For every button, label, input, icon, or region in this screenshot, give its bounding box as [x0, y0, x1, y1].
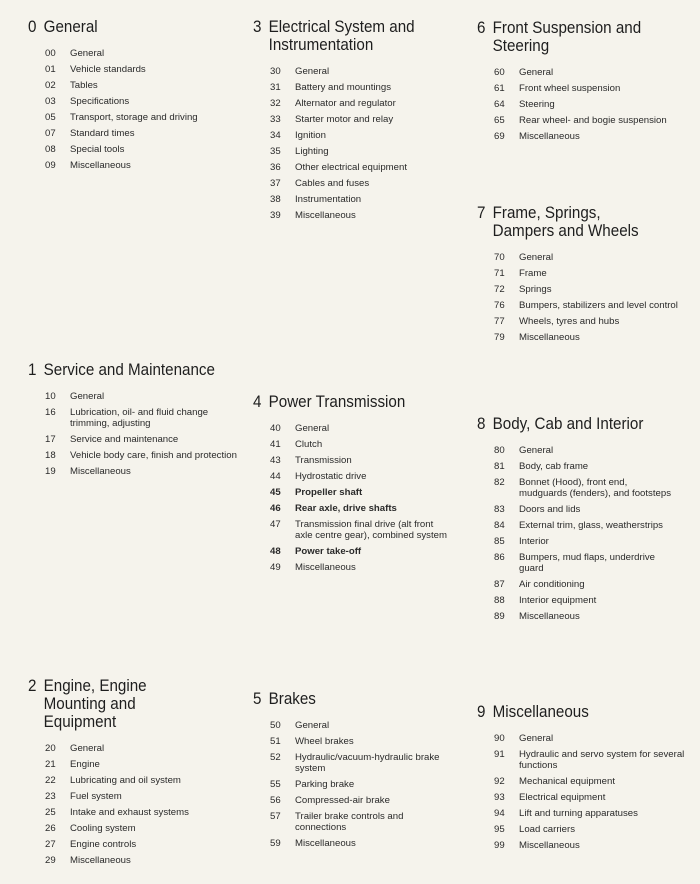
- list-item: [494, 552, 677, 574]
- item-label: General: [519, 445, 554, 456]
- item-code: 43: [270, 455, 281, 466]
- item-code: 47: [270, 519, 281, 530]
- item-code: 56: [270, 795, 281, 806]
- item-label: Lubrication, oil- and fluid change trimming, adjusting: [70, 407, 209, 429]
- item-label: Transmission final drive (alt front axle centre gear), combined system: [295, 519, 447, 541]
- section-number: 9: [477, 703, 486, 721]
- item-label: Miscellaneous: [70, 160, 131, 171]
- list-item: [45, 855, 223, 866]
- item-label: Miscellaneous: [295, 838, 356, 849]
- item-code: 09: [45, 160, 56, 171]
- list-item: [270, 178, 448, 189]
- item-label: Clutch: [295, 439, 323, 450]
- item-code: 21: [45, 759, 56, 770]
- item-code: 94: [494, 808, 505, 819]
- item-label: Wheels, tyres and hubs: [519, 316, 620, 327]
- list-item: [45, 48, 228, 59]
- item-label: Vehicle standards: [70, 64, 146, 75]
- section-title: [477, 19, 678, 55]
- list-item: [45, 466, 238, 477]
- item-label: Interior equipment: [519, 595, 597, 606]
- list-item: [270, 720, 448, 731]
- section-5-brakes: [253, 690, 448, 854]
- item-code: 86: [494, 552, 505, 563]
- section-9-miscellaneous: [477, 703, 685, 856]
- item-code: 40: [270, 423, 281, 434]
- item-label: Special tools: [70, 144, 125, 155]
- list-item: [494, 461, 677, 472]
- section-4-power-transmission: [253, 393, 448, 578]
- item-code: 60: [494, 67, 505, 78]
- item-code: 55: [270, 779, 281, 790]
- item-label: Intake and exhaust systems: [70, 807, 189, 818]
- item-code: 65: [494, 115, 505, 126]
- item-code: 99: [494, 840, 505, 851]
- item-label: Parking brake: [295, 779, 355, 790]
- item-code: 87: [494, 579, 505, 590]
- item-code: 41: [270, 439, 281, 450]
- item-code: 83: [494, 504, 505, 515]
- item-label: Vehicle body care, finish and protection: [70, 450, 237, 461]
- item-code: 10: [45, 391, 56, 402]
- item-label: General: [295, 720, 330, 731]
- list-item: [494, 504, 677, 515]
- section-title: [477, 415, 661, 433]
- item-label: Miscellaneous: [519, 611, 580, 622]
- list-item: [45, 743, 223, 754]
- item-list: [253, 423, 448, 573]
- item-label: Miscellaneous: [519, 840, 580, 851]
- list-item: [270, 423, 448, 434]
- item-code: 52: [270, 752, 281, 763]
- list-item: [494, 776, 685, 787]
- list-item: [494, 115, 695, 126]
- item-code: 16: [45, 407, 56, 418]
- item-label: Compressed-air brake: [295, 795, 390, 806]
- section-heading: Service and Maintenance: [43, 361, 215, 379]
- item-label: Doors and lids: [519, 504, 581, 515]
- item-list: [28, 391, 238, 477]
- item-code: 23: [45, 791, 56, 802]
- item-label: General: [519, 67, 554, 78]
- section-3-electrical: [253, 18, 448, 226]
- item-label: Rear axle, drive shafts: [295, 503, 397, 514]
- item-code: 72: [494, 284, 505, 295]
- item-label: Miscellaneous: [70, 466, 131, 477]
- list-item: [270, 114, 448, 125]
- list-item: [270, 162, 448, 173]
- item-label: General: [70, 48, 105, 59]
- item-code: 76: [494, 300, 505, 311]
- section-number: 6: [477, 19, 486, 37]
- list-item: [270, 487, 448, 498]
- section-number: 2: [28, 677, 37, 695]
- list-item: [45, 64, 228, 75]
- list-item: [270, 546, 448, 557]
- list-item: [494, 824, 685, 835]
- item-label: Specifications: [70, 96, 130, 107]
- item-label: Hydraulic and servo system for several functions: [519, 749, 685, 771]
- item-label: Body, cab frame: [519, 461, 589, 472]
- list-item: [45, 839, 223, 850]
- list-item: [494, 67, 695, 78]
- section-title: [253, 690, 432, 708]
- item-code: 49: [270, 562, 281, 573]
- item-label: Engine controls: [70, 839, 137, 850]
- item-label: General: [519, 252, 554, 263]
- item-label: Other electrical equipment: [295, 162, 407, 173]
- item-code: 03: [45, 96, 56, 107]
- item-list: [477, 733, 685, 851]
- list-item: [494, 445, 677, 456]
- list-item: [270, 779, 448, 790]
- item-label: General: [519, 733, 554, 744]
- item-list: [477, 445, 677, 622]
- item-label: Lubricating and oil system: [70, 775, 181, 786]
- list-item: [494, 99, 695, 110]
- item-code: 32: [270, 98, 281, 109]
- list-item: [270, 210, 448, 221]
- list-item: [494, 268, 682, 279]
- list-item: [270, 736, 448, 747]
- item-list: [28, 48, 228, 171]
- section-7-frame-springs: [477, 204, 682, 348]
- item-code: 07: [45, 128, 56, 139]
- item-list: [477, 252, 682, 343]
- item-code: 37: [270, 178, 281, 189]
- section-heading: Electrical System and Instrumentation: [268, 18, 415, 54]
- section-heading: General: [43, 18, 98, 36]
- section-heading: Brakes: [268, 690, 316, 708]
- list-item: [45, 791, 223, 802]
- item-label: Bumpers, stabilizers and level control: [519, 300, 678, 311]
- item-code: 31: [270, 82, 281, 93]
- item-code: 50: [270, 720, 281, 731]
- item-label: Transmission: [295, 455, 352, 466]
- item-label: Starter motor and relay: [295, 114, 394, 125]
- list-item: [270, 455, 448, 466]
- item-code: 91: [494, 749, 505, 760]
- section-heading: Engine, Engine Mounting and Equipment: [43, 677, 147, 731]
- list-item: [45, 807, 223, 818]
- list-item: [45, 759, 223, 770]
- item-label: Engine: [70, 759, 100, 770]
- list-item: [45, 775, 223, 786]
- section-title: [253, 393, 432, 411]
- list-item: [270, 519, 448, 541]
- item-label: Power take-off: [295, 546, 362, 557]
- item-label: Steering: [519, 99, 555, 110]
- list-item: [270, 82, 448, 93]
- item-label: Service and maintenance: [70, 434, 179, 445]
- item-code: 30: [270, 66, 281, 77]
- list-item: [494, 749, 685, 771]
- item-code: 82: [494, 477, 505, 488]
- item-code: 80: [494, 445, 505, 456]
- item-code: 35: [270, 146, 281, 157]
- item-label: Interior: [519, 536, 549, 547]
- item-code: 69: [494, 131, 505, 142]
- item-label: Tables: [70, 80, 98, 91]
- list-item: [494, 477, 677, 499]
- section-title: [477, 703, 668, 721]
- item-code: 45: [270, 487, 281, 498]
- item-code: 61: [494, 83, 505, 94]
- list-item: [270, 194, 448, 205]
- item-code: 29: [45, 855, 56, 866]
- item-label: Fuel system: [70, 791, 122, 802]
- item-label: Trailer brake controls and connections: [295, 811, 404, 833]
- item-code: 46: [270, 503, 281, 514]
- list-item: [270, 439, 448, 450]
- item-code: 88: [494, 595, 505, 606]
- section-number: 8: [477, 415, 486, 433]
- item-label: General: [70, 743, 105, 754]
- section-title: [28, 677, 207, 731]
- list-item: [45, 450, 238, 461]
- item-code: 27: [45, 839, 56, 850]
- list-item: [270, 752, 448, 774]
- item-code: 81: [494, 461, 505, 472]
- section-number: 5: [253, 690, 262, 708]
- section-number: 4: [253, 393, 262, 411]
- section-number: 7: [477, 204, 486, 222]
- item-label: Mechanical equipment: [519, 776, 615, 787]
- item-label: Ignition: [295, 130, 326, 141]
- section-2-engine: [28, 677, 223, 871]
- item-label: Battery and mountings: [295, 82, 391, 93]
- item-code: 90: [494, 733, 505, 744]
- item-label: Miscellaneous: [70, 855, 131, 866]
- item-code: 92: [494, 776, 505, 787]
- item-label: Electrical equipment: [519, 792, 606, 803]
- item-code: 71: [494, 268, 505, 279]
- list-item: [494, 611, 677, 622]
- list-item: [270, 98, 448, 109]
- section-heading: Power Transmission: [268, 393, 406, 411]
- item-code: 18: [45, 450, 56, 461]
- item-list: [28, 743, 223, 866]
- item-label: General: [295, 66, 330, 77]
- item-label: Air conditioning: [519, 579, 585, 590]
- section-number: 3: [253, 18, 262, 36]
- item-label: Alternator and regulator: [295, 98, 396, 109]
- list-item: [45, 823, 223, 834]
- item-code: 84: [494, 520, 505, 531]
- item-code: 70: [494, 252, 505, 263]
- list-item: [494, 316, 682, 327]
- list-item: [45, 112, 228, 123]
- list-item: [45, 407, 238, 429]
- item-label: Bonnet (Hood), front end, mudguards (fenders), and footsteps: [519, 477, 671, 499]
- list-item: [494, 300, 682, 311]
- list-item: [270, 562, 448, 573]
- item-code: 01: [45, 64, 56, 75]
- item-code: 20: [45, 743, 56, 754]
- item-label: Standard times: [70, 128, 135, 139]
- section-6-front-suspension: [477, 19, 695, 147]
- item-code: 38: [270, 194, 281, 205]
- list-item: [494, 332, 682, 343]
- list-item: [494, 840, 685, 851]
- list-item: [494, 131, 695, 142]
- item-code: 44: [270, 471, 281, 482]
- list-item: [270, 146, 448, 157]
- list-item: [270, 130, 448, 141]
- list-item: [45, 128, 228, 139]
- item-label: Load carriers: [519, 824, 575, 835]
- item-label: Front wheel suspension: [519, 83, 621, 94]
- item-code: 48: [270, 546, 281, 557]
- item-label: Springs: [519, 284, 552, 295]
- item-label: Hydraulic/vacuum-hydraulic brake system: [295, 752, 440, 774]
- item-code: 22: [45, 775, 56, 786]
- item-label: Transport, storage and driving: [70, 112, 198, 123]
- list-item: [494, 536, 677, 547]
- list-item: [494, 595, 677, 606]
- item-label: Rear wheel- and bogie suspension: [519, 115, 667, 126]
- list-item: [494, 808, 685, 819]
- item-label: General: [295, 423, 330, 434]
- section-heading: Miscellaneous: [492, 703, 589, 721]
- item-code: 64: [494, 99, 505, 110]
- section-title: [477, 204, 666, 240]
- item-list: [253, 66, 448, 221]
- item-code: 33: [270, 114, 281, 125]
- item-code: 79: [494, 332, 505, 343]
- section-title: [28, 18, 212, 36]
- item-label: Lift and turning apparatuses: [519, 808, 638, 819]
- item-label: General: [70, 391, 105, 402]
- item-code: 02: [45, 80, 56, 91]
- section-1-service-maintenance: [28, 361, 238, 482]
- item-label: Miscellaneous: [295, 210, 356, 221]
- list-item: [270, 66, 448, 77]
- section-number: 0: [28, 18, 37, 36]
- item-code: 34: [270, 130, 281, 141]
- item-code: 19: [45, 466, 56, 477]
- list-item: [494, 83, 695, 94]
- item-code: 59: [270, 838, 281, 849]
- item-code: 51: [270, 736, 281, 747]
- section-8-body-cab: [477, 415, 677, 627]
- item-label: Frame: [519, 268, 547, 279]
- section-number: 1: [28, 361, 37, 379]
- item-code: 39: [270, 210, 281, 221]
- item-code: 36: [270, 162, 281, 173]
- list-item: [45, 160, 228, 171]
- list-item: [270, 503, 448, 514]
- item-label: Instrumentation: [295, 194, 362, 205]
- item-code: 95: [494, 824, 505, 835]
- item-code: 77: [494, 316, 505, 327]
- list-item: [494, 579, 677, 590]
- item-label: Miscellaneous: [295, 562, 356, 573]
- item-label: Cooling system: [70, 823, 136, 834]
- section-0-general: [28, 18, 228, 176]
- list-item: [270, 471, 448, 482]
- list-item: [494, 252, 682, 263]
- list-item: [494, 792, 685, 803]
- list-item: [494, 520, 677, 531]
- section-heading: Frame, Springs, Dampers and Wheels: [492, 204, 639, 240]
- item-list: [477, 67, 695, 142]
- item-label: External trim, glass, weatherstrips: [519, 520, 663, 531]
- list-item: [45, 80, 228, 91]
- item-code: 00: [45, 48, 56, 59]
- list-item: [45, 144, 228, 155]
- item-label: Propeller shaft: [295, 487, 363, 498]
- item-label: Hydrostatic drive: [295, 471, 367, 482]
- section-heading: Front Suspension and Steering: [492, 19, 642, 55]
- item-code: 93: [494, 792, 505, 803]
- item-label: Lighting: [295, 146, 329, 157]
- item-code: 89: [494, 611, 505, 622]
- item-code: 57: [270, 811, 281, 822]
- section-title: [28, 361, 221, 379]
- item-code: 17: [45, 434, 56, 445]
- list-item: [270, 811, 448, 833]
- item-label: Wheel brakes: [295, 736, 354, 747]
- section-title: [253, 18, 432, 54]
- item-list: [253, 720, 448, 849]
- list-item: [270, 838, 448, 849]
- list-item: [494, 733, 685, 744]
- item-label: Miscellaneous: [519, 131, 580, 142]
- list-item: [45, 434, 238, 445]
- list-item: [45, 96, 228, 107]
- item-label: Bumpers, mud flaps, underdrive guard: [519, 552, 655, 574]
- item-code: 26: [45, 823, 56, 834]
- list-item: [270, 795, 448, 806]
- item-code: 05: [45, 112, 56, 123]
- item-code: 25: [45, 807, 56, 818]
- item-code: 08: [45, 144, 56, 155]
- item-label: Cables and fuses: [295, 178, 370, 189]
- list-item: [494, 284, 682, 295]
- section-heading: Body, Cab and Interior: [492, 415, 644, 433]
- item-code: 85: [494, 536, 505, 547]
- item-label: Miscellaneous: [519, 332, 580, 343]
- list-item: [45, 391, 238, 402]
